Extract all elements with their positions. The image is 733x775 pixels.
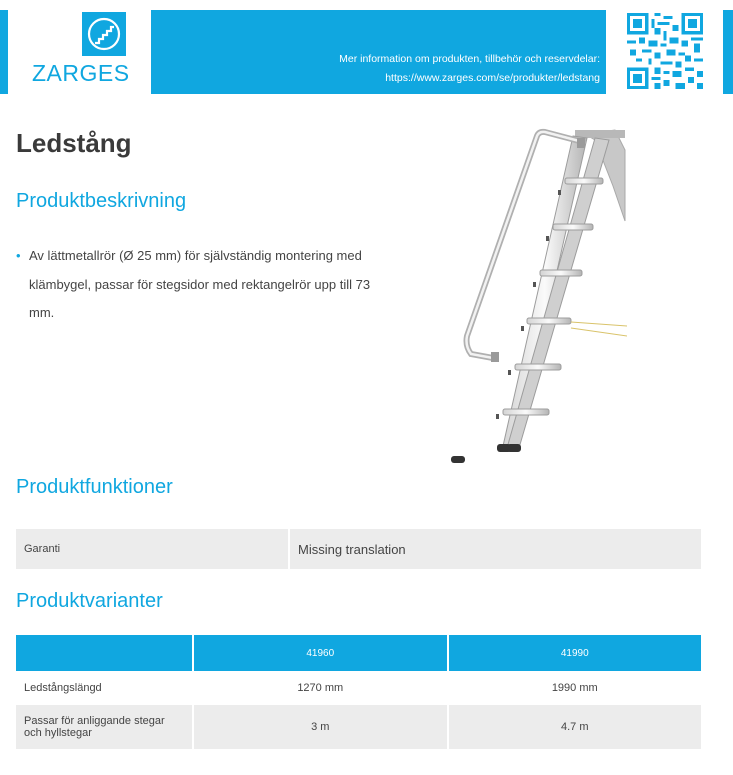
header-info-text: Mer information om produkten, tillbehör och reservdelar: xyxy=(339,53,600,65)
column-header-41960: 41960 xyxy=(192,635,447,671)
description-text: Av lättmetallrör (Ø 25 mm) för självständig montering med klämbygel, passar för stegsidor med rektangelrör upp till 73 mm. xyxy=(29,248,371,320)
brand-name: ZARGES xyxy=(32,60,130,86)
stairs-icon xyxy=(82,12,126,56)
product-image xyxy=(445,126,627,466)
column-header-label xyxy=(16,635,192,671)
table-header-row xyxy=(16,635,701,671)
row-label: Passar för anliggande stegar och hyllstegar xyxy=(16,705,192,749)
functions-heading: Produktfunktioner xyxy=(16,476,173,498)
product-url-link[interactable]: https://www.zarges.com/se/produkter/ledstang xyxy=(385,72,600,84)
right-accent-bar xyxy=(723,10,733,94)
table-row xyxy=(16,529,701,569)
cell-value: 1990 mm xyxy=(447,671,702,705)
left-accent-bar xyxy=(0,10,8,94)
page-title: Ledstång xyxy=(16,128,132,158)
brand-logo xyxy=(26,10,136,94)
bullet-marker: • xyxy=(16,248,21,263)
functions-table xyxy=(16,529,701,569)
description-bullet xyxy=(16,242,376,328)
variants-table xyxy=(16,635,701,749)
function-value: Missing translation xyxy=(288,529,701,569)
qr-code-icon[interactable] xyxy=(627,12,703,90)
row-label: Ledstångslängd xyxy=(16,671,192,705)
cell-value: 4.7 m xyxy=(447,705,702,749)
table-row xyxy=(16,705,701,749)
description-heading: Produktbeskrivning xyxy=(16,190,187,212)
header-band xyxy=(151,10,606,94)
table-row xyxy=(16,671,701,705)
column-header-41990: 41990 xyxy=(447,635,702,671)
cell-value: 1270 mm xyxy=(192,671,447,705)
function-label: Garanti xyxy=(16,529,288,569)
variants-heading: Produktvarianter xyxy=(16,590,163,612)
cell-value: 3 m xyxy=(192,705,447,749)
